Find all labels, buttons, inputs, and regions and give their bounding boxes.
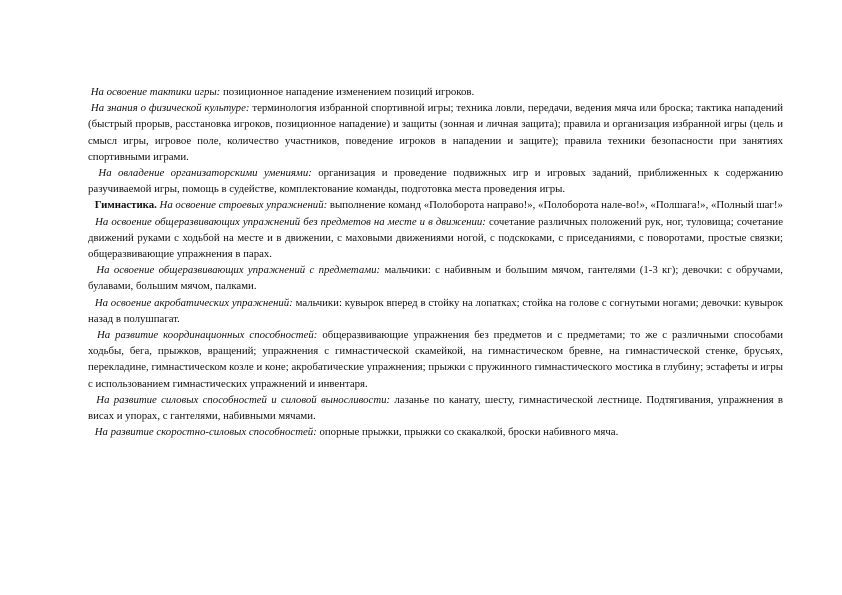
paragraph-acrobatics (88, 295, 783, 327)
paragraph-text: мальчики: с набивным и большим мячом, гантелями (1-3 кг); девочки: с обручами, булавами, большим мячом, палками. (88, 264, 783, 293)
paragraph-lead: На освоение акробатических упражнений: (94, 296, 293, 309)
paragraph-text: терминология избранной спортивной игры; техника ловли, передачи, ведения мяча или броска; тактика нападений (быстрый прорыв, расстановка игроков, позиционное нападение) и защиты (зонная и личная защита); правила и организация избранной игры (цель и смысл игры, игровое поле, количество участников, поведение игроков в нападении и защите); правила техники безопасности при занятиях спортивными играми. (88, 102, 783, 163)
paragraph-general-exercises (88, 214, 783, 263)
paragraph-text: организация и проведение подвижных игр и игровых заданий, приближенных к содержанию разучиваемой игры, помощь в судействе, комплектование команды, подготовка места проведения игры. (88, 167, 784, 196)
paragraph-lead: На освоение тактики игры: (90, 86, 221, 98)
paragraph-knowledge (88, 100, 783, 165)
paragraph-text: опорные прыжки, прыжки со скакалкой, броски набивного мяча. (316, 426, 619, 439)
paragraph-strength (88, 392, 783, 424)
paragraph-lead: На освоение общеразвивающих упражнений с предметами: (96, 264, 381, 277)
paragraph-speed-strength (88, 424, 783, 440)
paragraph-lead: На освоение строевых упражнений: (156, 199, 328, 212)
paragraph-lead: На развитие скоростно-силовых способностей: (94, 426, 317, 439)
paragraph-lead: На овладение организаторскими умениями: (98, 167, 312, 180)
paragraph-text: мальчики: кувырок вперед в стойку на лопатках; стойка на голове с согнутыми ногами; девочки: кувырок назад в полушпагат. (88, 296, 784, 325)
paragraph-lead: На знания о физической культуре: (90, 102, 250, 115)
paragraph-organizing (88, 165, 783, 197)
paragraph-exercises-objects (88, 262, 783, 294)
paragraph-lead: На развитие силовых способностей и силовой выносливости: (96, 393, 391, 406)
paragraph-lead: На освоение общеразвивающих упражнений без предметов на месте и в движении: (95, 215, 486, 228)
paragraph-text: общеразвивающие упражнения без предметов и с предметами; то же с различными способами ходьбы, бега, прыжков, вращений; упражнения с гимнастической скамейкой, на гимнастическом бревне, на гимнастической стенке, брусьях, перекладине, гимнастическом козле и коне; акробатические упражнения; прыжки с пружинного гимнастического мостика в глубину; эстафеты и игры с использованием гимнастических упражнений и инвентаря. (88, 329, 784, 390)
paragraph-bold: Гимнастика. (94, 199, 157, 212)
paragraph-text: выполнение команд «Полоборота направо!», «Полоборота нале-во!», «Полшага!», «Полный шаг!» (327, 199, 783, 212)
paragraph-text: лазанье по канату, шесту, гимнастической лестнице. Подтягивания, упражнения в висах и упорах, с гантелями, набивными мячами. (88, 393, 783, 423)
paragraph-tactics (88, 84, 783, 100)
paragraph-text: сочетание различных положений рук, ног, туловища; сочетание движений руками с ходьбой на месте и в движении, с маховыми движениями ногой, с подскоками, с приседаниями, с поворотами, простые связки; общеразвивающие упражнения в парах. (88, 215, 783, 261)
paragraph-lead: На развитие координационных способностей: (96, 329, 318, 342)
paragraph-text: позиционное нападение изменением позиций игроков. (220, 86, 475, 98)
document-page (88, 84, 783, 440)
paragraph-gymnastics-drill (88, 197, 783, 213)
paragraph-coordination (88, 327, 783, 392)
